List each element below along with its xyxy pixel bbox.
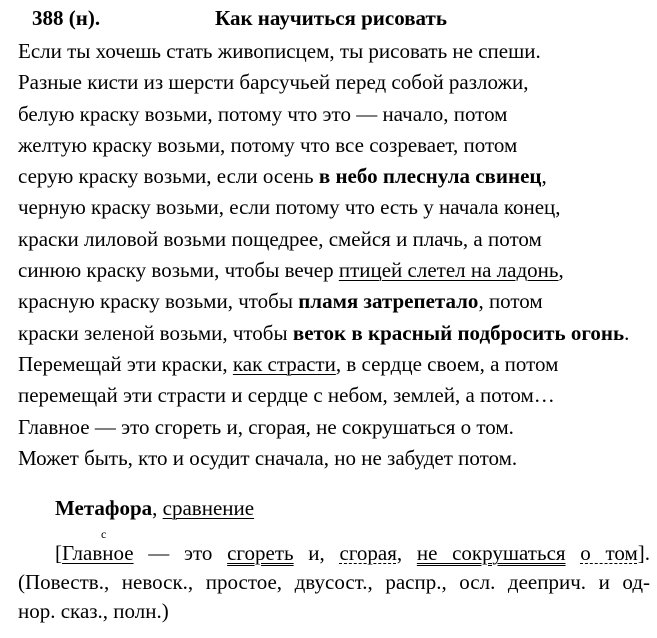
comparison-underlined: как страсти [232,351,336,376]
subject-mark: с [101,527,107,541]
sentence-description [18,568,650,626]
comparison-label: сравнение [162,496,255,520]
poem-line: Если ты хочешь стать живописцем, ты рисовать не спеши. [18,39,541,63]
metaphor-bold: пламя затрепетало [298,289,479,314]
bracket-open: [ [55,541,62,565]
line-text: серую краску возьми, если осень [18,164,319,189]
poem-title: Как научиться рисовать [215,6,447,30]
line-text: синюю краску возьми, чтобы вечер [18,258,339,283]
separator: , [152,496,163,520]
line-text: , [541,164,547,189]
line-text: красную краску возьми, чтобы [18,289,299,314]
metaphor-bold: в небо плеснула свинец [318,164,542,189]
metaphor-label: Метафора [55,496,153,520]
object-word: о том [580,541,638,565]
poem-text [18,36,648,474]
line-text: Перемещай эти краски, [18,351,233,376]
poem-line: Разные кисти из шерсти барсучьей перед собой разложи, [18,70,529,95]
sentence-schema [55,540,650,566]
description-line: нор. сказ., полн.) [18,599,169,623]
line-text: , в сердце своем, а потом [335,351,559,376]
description-line: (Повеств., невоск., простое, двусост., распр., осл. дееприч. и од- [18,570,650,594]
line-text: , [558,258,564,283]
line-text: , потом [478,289,543,314]
predicate-word: сгореть [227,541,294,565]
poem-line [18,255,648,286]
poem-line: Может быть, кто и осудит сначала, но не забудет потом. [18,445,518,470]
poem-line: желтую краску возьми, потому что все созревает, потом [18,132,518,157]
bracket-close: ]. [637,541,650,565]
exercise-number: 388 (н). [32,6,101,30]
line-text: . [624,320,630,345]
poem-line [18,349,648,380]
exercise-header [0,6,657,32]
comparison-underlined: птицей слетел на ладонь [338,258,559,283]
metaphor-bold: веток в красный подбросить огонь [292,320,625,345]
schema-text: — это [133,541,228,565]
poem-line: Главное — это сгореть и, сгорая, не сокрушаться о том. [18,414,514,439]
schema-text: и, [293,541,340,565]
subject-word: Главное [62,541,134,565]
line-text: краски зеленой возьми, чтобы [18,320,293,345]
analysis-line [55,495,254,521]
schema-text: , [396,541,417,565]
poem-line: перемещай эти страсти и сердце с небом, землей, а потом… [18,383,555,408]
poem-line: черную краску возьми, если потому что есть у начала конец, [18,195,561,220]
poem-line [18,318,648,349]
schema-text [566,541,581,565]
adverbial-participle: сгорая [339,541,397,565]
poem-line [18,286,648,317]
poem-line [18,161,648,192]
predicate-word: не сокрушаться [416,541,566,565]
poem-line: краски лиловой возьми пощедрее, смейся и плачь, а потом [18,226,542,251]
poem-line: белую краску возьми, потому что это — начало, потом [18,101,508,126]
